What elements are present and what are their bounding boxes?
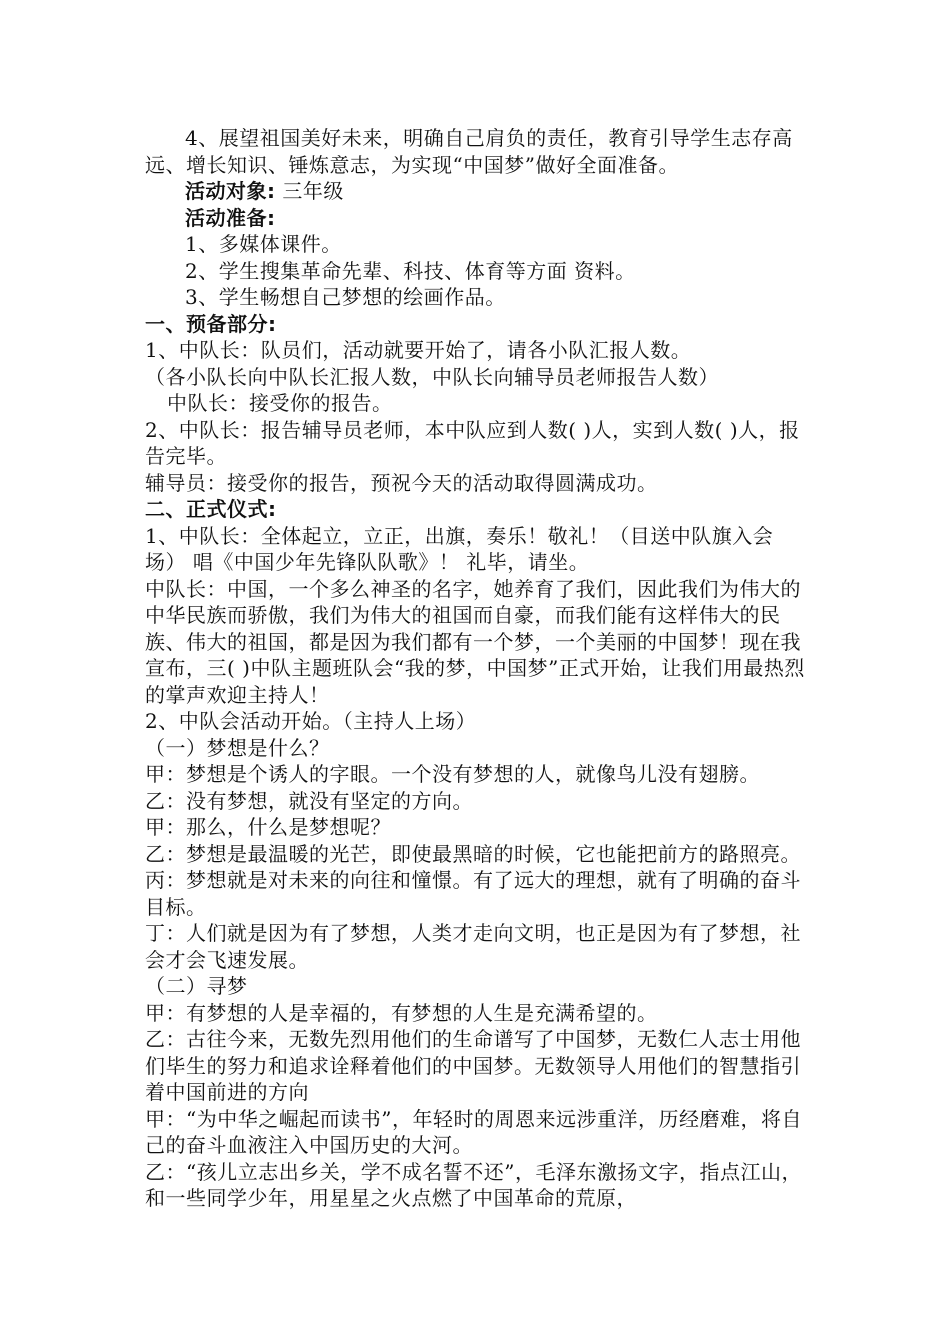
subsection-heading-seek-dream: （二）寻梦 xyxy=(145,974,248,998)
prep-item: 2、学生搜集革命先辈、科技、体育等方面 资料。 xyxy=(185,258,636,283)
dialogue-line: 甲：“为中华之崛起而读书”，年轻时的周恩来远涉重洋，历经磨难，将自己的奋斗血液注入中国历史的大河。 xyxy=(145,1106,802,1157)
prep-item: 1、多媒体课件。 xyxy=(185,232,342,256)
activity-prep-label: 活动准备: xyxy=(185,205,276,230)
paragraph: 中队长：接受你的报告。 xyxy=(167,391,393,415)
paragraph: （各小队长向中队长汇报人数，中队长向辅导员老师报告人数） xyxy=(145,364,719,389)
paragraph: 辅导员：接受你的报告，预祝今天的活动取得圆满成功。 xyxy=(145,470,658,495)
paragraph: 1、中队长：全体起立，立正，出旗，奏乐！敬礼！（目送中队旗入会场） 唱《中国少年先锋队队歌》！ 礼毕，请坐。 xyxy=(145,523,774,574)
activity-target-label: 活动对象: xyxy=(185,179,276,203)
dialogue-line: 甲：梦想是个诱人的字眼。一个没有梦想的人，就像鸟儿没有翅膀。 xyxy=(145,762,760,786)
dialogue-line: 乙：古往今来，无数先烈用他们的生命谱写了中国梦，无数仁人志士用他们毕生的努力和追求诠释着他们的中国梦。无数领导人用他们的智慧指引着中国前进的方向 xyxy=(145,1027,801,1104)
paragraph: 2、中队长：报告辅导员老师，本中队应到人数( )人，实到人数( )人，报告完毕。 xyxy=(145,417,800,468)
dialogue-line: 丁：人们就是因为有了梦想，人类才走向文明，也正是因为有了梦想，社会才会飞速发展。 xyxy=(145,921,801,972)
section-heading-ceremony: 二、正式仪式: xyxy=(145,497,277,521)
activity-target xyxy=(145,178,810,205)
paragraph: 2、中队会活动开始。（主持人上场） xyxy=(145,709,477,733)
dialogue-line: 甲：那么，什么是梦想呢？ xyxy=(145,815,391,839)
document-body xyxy=(145,125,810,1212)
prep-item: 3、学生畅想自己梦想的绘画作品。 xyxy=(185,285,506,309)
subsection-heading-what-is-dream: （一）梦想是什么？ xyxy=(145,735,330,760)
section-heading-preparation: 一、预备部分: xyxy=(145,311,277,336)
dialogue-line: 乙：没有梦想，就没有坚定的方向。 xyxy=(145,788,473,813)
paragraph: 1、中队长：队员们，活动就要开始了，请各小队汇报人数。 xyxy=(145,338,692,362)
paragraph-goal-4: 4、展望祖国美好未来，明确自己肩负的责任，教育引导学生志存高远、增长知识、锤炼意志，为实现“中国梦”做好全面准备。 xyxy=(145,126,793,177)
dialogue-line: 乙：“孩儿立志出乡关，学不成名誓不还”，毛泽东激扬文字，指点江山，和一些同学少年，用星星之火点燃了中国革命的荒原， xyxy=(145,1159,802,1210)
activity-target-value: 三年级 xyxy=(275,179,344,203)
dialogue-line: 乙：梦想是最温暖的光芒，即使最黑暗的时候，它也能把前方的路照亮。 xyxy=(145,841,801,866)
paragraph: 中队长：中国，一个多么神圣的名字，她养育了我们，因此我们为伟大的中华民族而骄傲，我们为伟大的祖国而自豪，而我们能有这样伟大的民族、伟大的祖国，都是因为我们都有一个梦，一个美丽的中国梦！现在我宣布，三( )中队主题班队会“我的梦，中国梦”正式开始，让我们用最热烈的掌声欢迎主持人！ xyxy=(145,576,805,707)
dialogue-line: 甲：有梦想的人是幸福的，有梦想的人生是充满希望的。 xyxy=(145,1000,658,1025)
dialogue-line: 丙：梦想就是对未来的向往和憧憬。有了远大的理想，就有了明确的奋斗目标。 xyxy=(145,868,801,919)
